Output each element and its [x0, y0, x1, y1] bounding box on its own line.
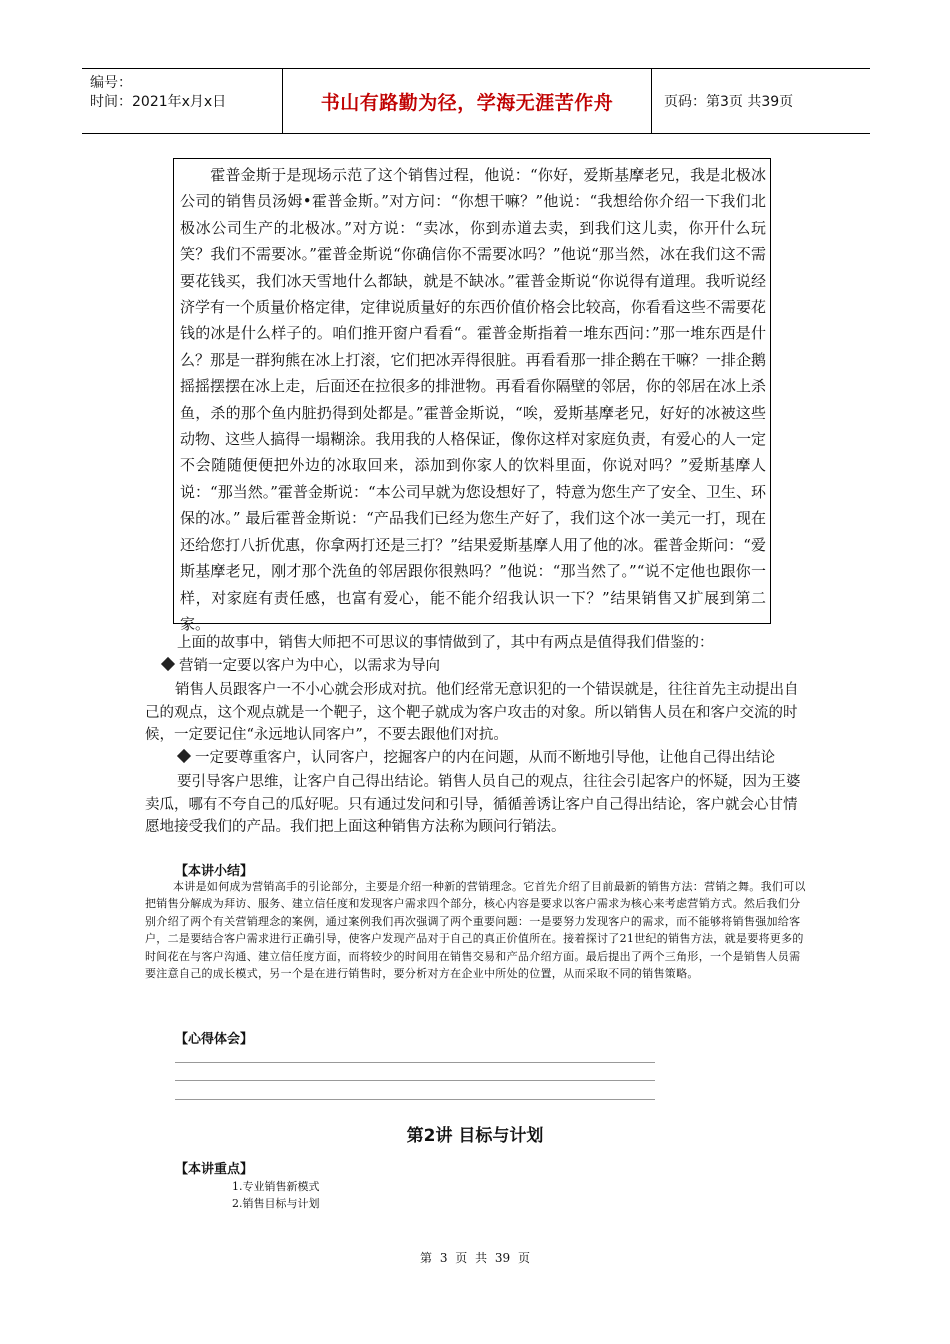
summary-paragraph [145, 878, 809, 982]
chapter-title: 第2讲 目标与计划 [406, 1126, 544, 1146]
point-1-heading [163, 655, 809, 678]
header-right-cell [652, 69, 870, 133]
point-2-body: 要引导客户思维，让客户自己得出结论。销售人员自己的观点，往往会引起客户的怀疑，因为王婆卖瓜，哪有不夸自己的瓜好呢。只有通过发问和引导，循循善诱让客户自己得出结论，客户就会心甘情愿地接受我们的产品。我们把上面这种销售方法称为顾问行销法。 [145, 774, 801, 835]
diamond-bullet-icon [177, 748, 191, 762]
page-info: 页码：第3页 共39页 [664, 94, 794, 110]
header-left-cell [82, 69, 283, 133]
note-line [175, 1062, 655, 1063]
header-center-cell [283, 69, 652, 133]
intro-paragraph: 上面的故事中，销售大师把不可思议的事情做到了，其中有两点是值得我们借鉴的： [177, 635, 714, 651]
note-line [175, 1099, 655, 1100]
point-1-body: 销售人员跟客户一不小心就会形成对抗。他们经常无意识犯的一个错误就是，往往首先主动提出自己的观点，这个观点就是一个靶子，这个靶子就成为客户攻击的对象。所以销售人员在和客户交流的时候，一定要记住“永远地认同客户”，不要去跟他们对抗。 [145, 682, 799, 743]
point-2-title: 一定要尊重客户，认同客户，挖掘客户的内在问题，从而不断地引导他，让他自己得出结论 [195, 749, 775, 766]
key-point-item: 2.销售目标与计划 [232, 1197, 320, 1210]
main-body [145, 632, 809, 839]
key-points-title: 【本讲重点】 [175, 1162, 254, 1177]
point-2-heading [145, 747, 809, 770]
note-line [175, 1080, 655, 1081]
key-point-item: 1.专业销售新模式 [232, 1180, 320, 1193]
motto: 书山有路勤为径，学海无涯苦作舟 [320, 91, 614, 114]
page-header [82, 68, 870, 134]
point-1-title: 营销一定要以客户为中心，以需求为导向 [179, 657, 440, 674]
story-box [173, 158, 771, 633]
experience-title: 【心得体会】 [175, 1032, 254, 1047]
page-footer: 第 3 页 共 39 页 [420, 1251, 530, 1265]
summary-text: 本讲是如何成为营销高手的引论部分，主要是介绍一种新的营销理念。它首先介绍了目前最新的销售方法：营销之舞。我们可以把销售分解成为拜访、服务、建立信任度和发现客户需求四个部分，核心内容是要求以客户需求为核心来考虑营销方式。然后我们分别介绍了两个有关营销理念的案例，通过案例我们再次强调了两个重要问题：一是要努力发现客户的需求，而不能够将销售强加给客户，二是要结合客户需求进行正确引导，使客户发现产品对于自己的真正价值所在。接着探讨了21世纪的销售方法，就是要将更多的时间花在与客户沟通、建立信任度方面，而将较少的时间用在销售交易和产品介绍方面。最后提出了两个三角形，一个是销售人员需要注意自己的成长模式，另一个是在进行销售时，要分析对方在企业中所处的位置，从而采取不同的销售策略。 [145, 880, 806, 981]
date-label: 时间：2021年x月x日 [90, 94, 227, 110]
story-text: 霍普金斯于是现场示范了这个销售过程，他说：“你好，爱斯基摩老兄，我是北极冰公司的销售员汤姆•霍普金斯。”对方问：“你想干嘛？”他说：“我想给你介绍一下我们北极冰公司生产的北极冰。”对方说：“卖冰，你到赤道去卖，到我们这儿卖，你开什么玩笑？我们不需要冰。”霍普金斯说“你确信你不需要冰吗？”他说“那当然，冰在我们这不需要花钱买，我们冰天雪地什么都缺，就是不缺冰。”霍普金斯说“你说得有道理。我听说经济学有一个质量价格定律，定律说质量好的东西价值价格会比较高，你看看这些不需要花钱的冰是什么样子的。咱们推开窗户看看“。霍普金斯指着一堆东西问：”那一堆东西是什么？那是一群狗熊在冰上打滚，它们把冰弄得很脏。再看看那一排企鹅在干嘛？一排企鹅摇摇摆摆在冰上走，后面还在拉很多的排泄物。再看看你隔壁的邻居，你的邻居在冰上杀鱼，杀的那个鱼内脏扔得到处都是。”霍普金斯说，“唉，爱斯基摩老兄，好好的冰被这些动物、这些人搞得一塌糊涂。我用我的人格保证，像你这样对家庭负责，有爱心的人一定不会随随便便把外边的冰取回来，添加到你家人的饮料里面，你说对吗？”爱斯基摩人说：“那当然。”霍普金斯说：“本公司早就为您设想好了，特意为您生产了安全、卫生、环保的冰。” 最后霍普金斯说：“产品我们已经为您生产好了，我们这个冰一美元一打，现在还给您打八折优惠，你拿两打还是三打？”结果爱斯基摩人用了他的冰。霍普金斯问：“爱斯基摩老兄，刚才那个洗鱼的邻居跟你很熟吗？”他说：“那当然了。”“说不定他也跟你一样，对家庭有责任感，也富有爱心，能不能介绍我认识一下？”结果销售又扩展到第二家。 [180, 166, 766, 633]
number-label: 编号： [90, 75, 132, 91]
diamond-bullet-icon [161, 656, 175, 670]
summary-title: 【本讲小结】 [175, 864, 254, 879]
